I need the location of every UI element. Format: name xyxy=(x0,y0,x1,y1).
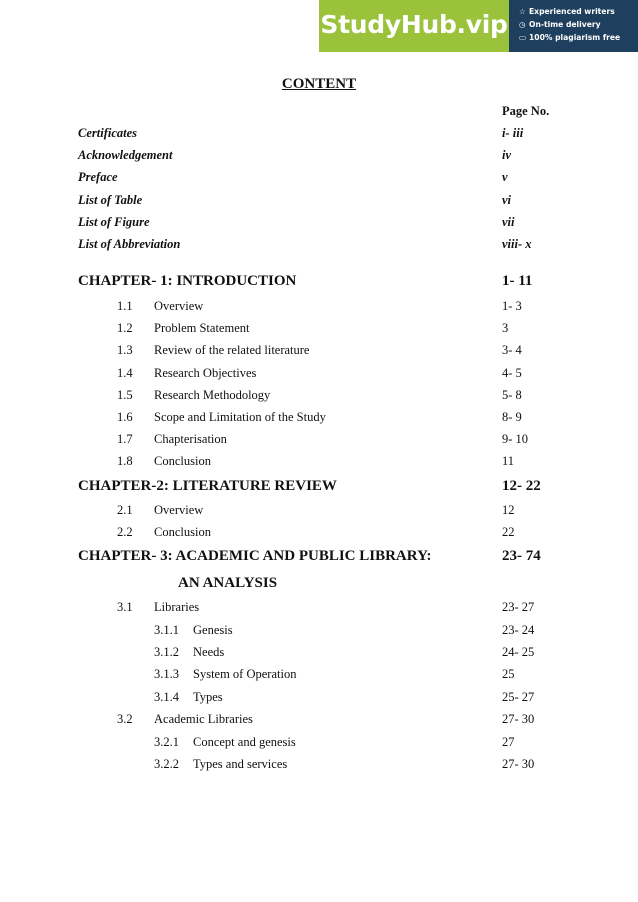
subsection-number: 3.1.3 xyxy=(154,667,179,681)
section-number: 2.2 xyxy=(117,525,133,539)
subsection-number: 3.2.1 xyxy=(154,735,179,749)
page-title: CONTENT xyxy=(281,76,357,92)
section-label: Research Objectives xyxy=(154,366,257,380)
section-label: Conclusion xyxy=(154,525,211,539)
section-page: 3 xyxy=(502,321,509,335)
section-number: 2.1 xyxy=(117,503,133,517)
subsection-number: 3.2.2 xyxy=(154,757,179,771)
chapter-title: CHAPTER- 1: INTRODUCTION xyxy=(78,273,297,289)
chapter-page: 1- 11 xyxy=(502,273,533,289)
entry-page: vii xyxy=(502,215,515,229)
section-number: 1.3 xyxy=(117,343,133,357)
entry-page: v xyxy=(502,170,508,184)
section-number: 1.8 xyxy=(117,454,133,468)
section-number: 1.2 xyxy=(117,321,133,335)
subsection-label: Genesis xyxy=(193,623,233,637)
section-label: Academic Libraries xyxy=(154,712,253,726)
entry-page: vi xyxy=(502,193,512,207)
entry-label: Preface xyxy=(78,170,118,184)
subsection-page: 27- 30 xyxy=(502,757,535,771)
section-label: Chapterisation xyxy=(154,432,227,446)
star-icon: ☆ xyxy=(519,7,526,16)
clock-icon: ◷ xyxy=(519,20,526,29)
entry-page: viii- x xyxy=(502,237,532,251)
subsection-label: Types and services xyxy=(193,757,288,771)
studyhub-banner[interactable] xyxy=(319,0,638,52)
section-page: 1- 3 xyxy=(502,299,522,313)
section-page: 9- 10 xyxy=(502,432,529,446)
feature-text: 100% plagiarism free xyxy=(529,33,621,42)
chapter-page: 23- 74 xyxy=(502,548,541,564)
feature-text: On-time delivery xyxy=(529,20,601,29)
subsection-label: System of Operation xyxy=(193,667,297,681)
chapter-title-line2: AN ANALYSIS xyxy=(178,575,278,591)
section-label: Problem Statement xyxy=(154,321,250,335)
subsection-page: 23- 24 xyxy=(502,623,535,637)
subsection-label: Types xyxy=(193,690,223,704)
section-page: 23- 27 xyxy=(502,600,535,614)
section-number: 1.5 xyxy=(117,388,133,402)
subsection-page: 24- 25 xyxy=(502,645,535,659)
section-number: 1.1 xyxy=(117,299,133,313)
subsection-page: 25 xyxy=(502,667,515,681)
entry-label: List of Abbreviation xyxy=(78,237,181,251)
banner-features xyxy=(519,5,638,44)
entry-label: Acknowledgement xyxy=(78,148,173,162)
section-label: Scope and Limitation of the Study xyxy=(154,410,326,424)
feature-text: Experienced writers xyxy=(529,7,615,16)
section-number: 3.1 xyxy=(117,600,133,614)
section-label: Overview xyxy=(154,299,204,313)
feature-on-time-delivery xyxy=(519,18,638,31)
section-page: 22 xyxy=(502,525,515,539)
chapter-title: CHAPTER-2: LITERATURE REVIEW xyxy=(78,478,337,494)
studyhub-logo[interactable]: StudyHub.vip xyxy=(319,0,509,52)
section-label: Conclusion xyxy=(154,454,211,468)
section-label: Review of the related literature xyxy=(154,343,310,357)
section-number: 1.7 xyxy=(117,432,133,446)
subsection-page: 25- 27 xyxy=(502,690,535,704)
section-number: 1.4 xyxy=(117,366,133,380)
section-page: 3- 4 xyxy=(502,343,522,357)
subsection-number: 3.1.2 xyxy=(154,645,179,659)
entry-label: List of Figure xyxy=(78,215,150,229)
subsection-number: 3.1.4 xyxy=(154,690,179,704)
section-page: 12 xyxy=(502,503,515,517)
section-label: Research Methodology xyxy=(154,388,271,402)
section-label: Libraries xyxy=(154,600,200,614)
subsection-number: 3.1.1 xyxy=(154,623,179,637)
entry-label: List of Table xyxy=(78,193,143,207)
section-page: 4- 5 xyxy=(502,366,522,380)
chapter-title: CHAPTER- 3: ACADEMIC AND PUBLIC LIBRARY: xyxy=(78,548,432,564)
chapter-page: 12- 22 xyxy=(502,478,541,494)
page-number-heading: Page No. xyxy=(502,104,550,118)
subsection-label: Concept and genesis xyxy=(193,735,296,749)
feature-experienced-writers xyxy=(519,5,638,18)
section-number: 1.6 xyxy=(117,410,133,424)
subsection-label: Needs xyxy=(193,645,225,659)
subsection-page: 27 xyxy=(502,735,515,749)
section-page: 8- 9 xyxy=(502,410,522,424)
section-label: Overview xyxy=(154,503,204,517)
section-page: 11 xyxy=(502,454,515,468)
section-number: 3.2 xyxy=(117,712,133,726)
document-icon: ▭ xyxy=(519,33,527,42)
entry-page: iv xyxy=(502,148,512,162)
entry-page: i- iii xyxy=(502,126,524,140)
section-page: 27- 30 xyxy=(502,712,535,726)
feature-plagiarism-free xyxy=(519,31,638,44)
section-page: 5- 8 xyxy=(502,388,522,402)
entry-label: Certificates xyxy=(78,126,138,140)
